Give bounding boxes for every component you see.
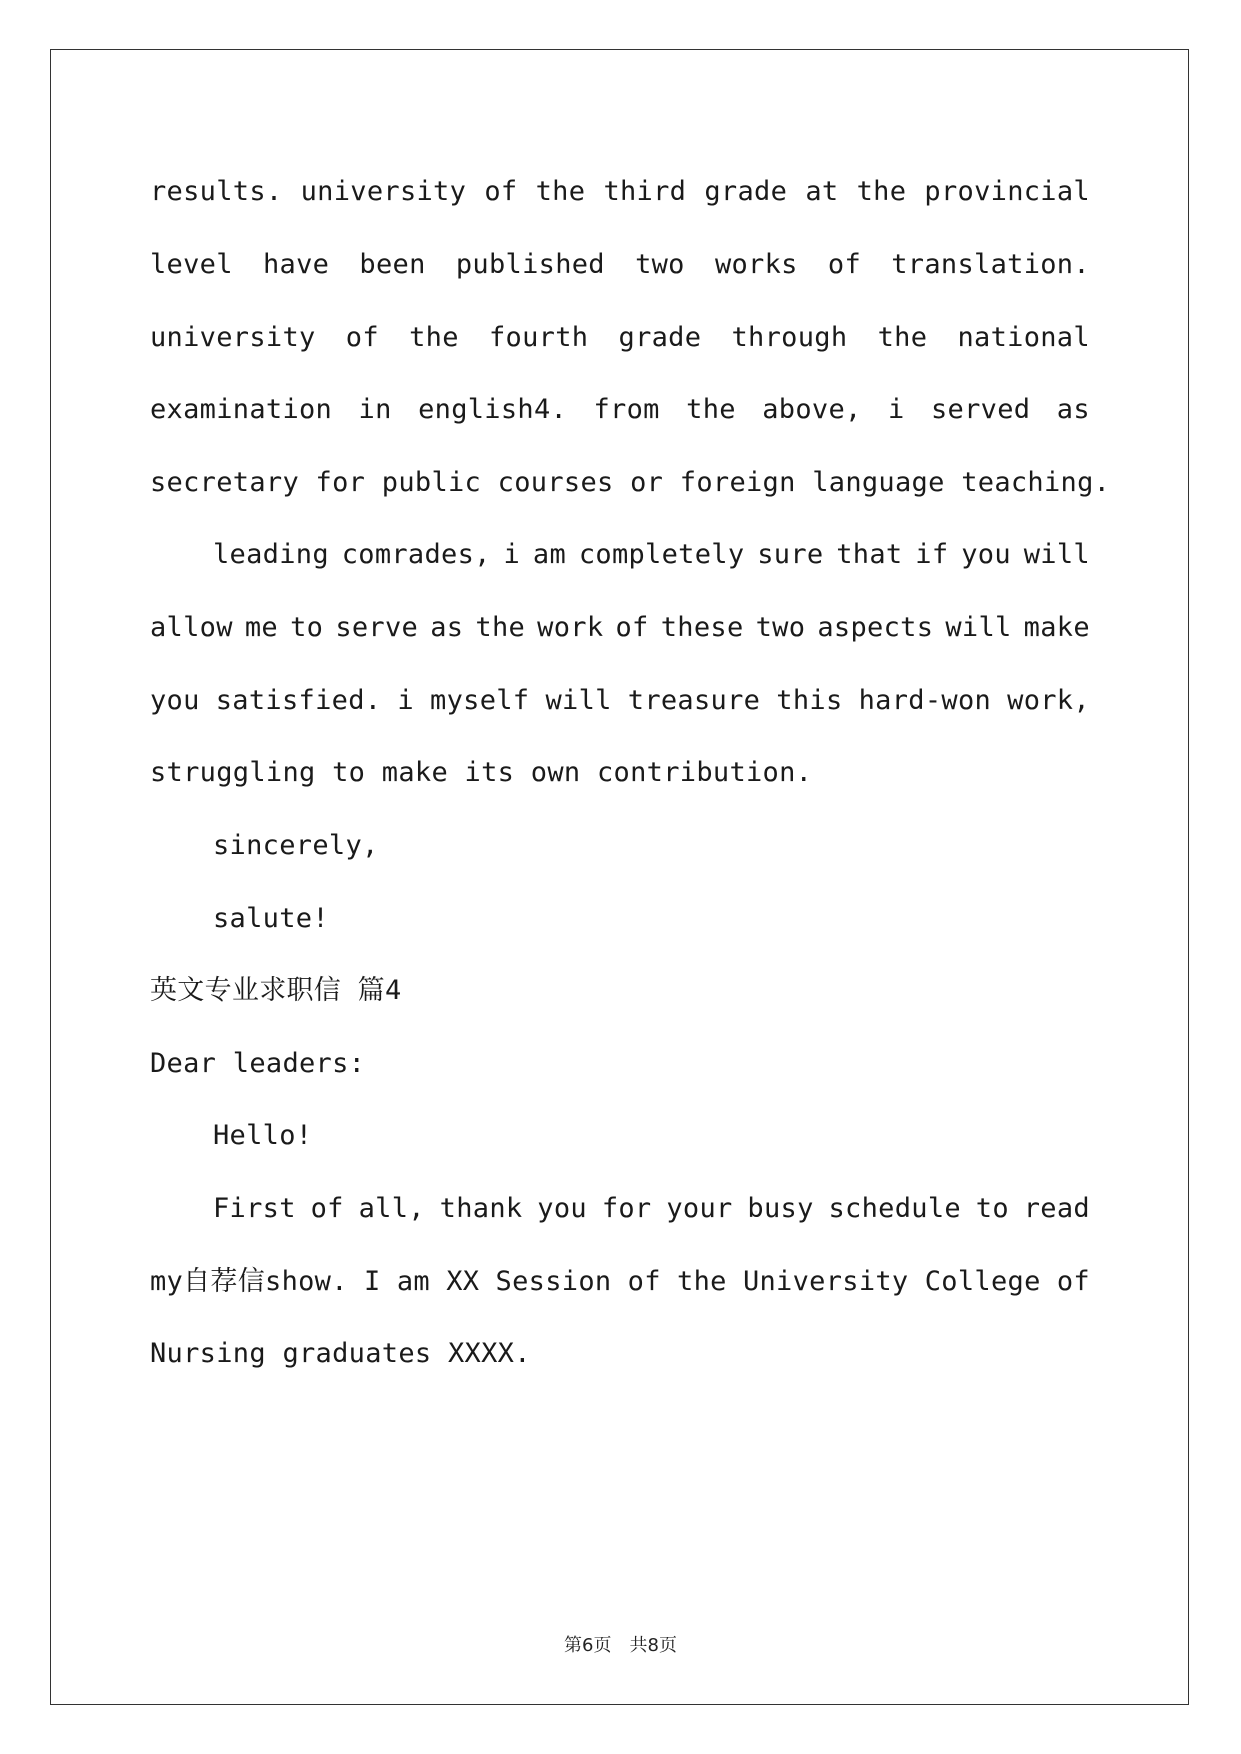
- word: that: [836, 539, 903, 570]
- word: the: [856, 176, 907, 207]
- word: the: [677, 1266, 727, 1297]
- word: completely: [578, 539, 745, 570]
- word: XX: [446, 1266, 480, 1297]
- closing-line: sincerely,: [213, 830, 379, 861]
- text-line: struggling to make its own contribution.: [150, 757, 813, 788]
- word: examination: [150, 394, 333, 425]
- text-line: [150, 318, 1090, 358]
- page-footer: 第6页 共8页: [564, 1635, 677, 1656]
- word: works: [714, 249, 798, 280]
- word: University: [742, 1266, 909, 1297]
- closing-line: salute!: [213, 903, 329, 934]
- text-line: [150, 1262, 1090, 1302]
- word: i: [397, 685, 414, 716]
- word: university: [150, 322, 316, 353]
- text-line: [150, 608, 1090, 648]
- word: from: [593, 394, 660, 425]
- word: leading: [213, 539, 329, 570]
- word: university: [300, 176, 467, 207]
- word: will: [1023, 539, 1090, 570]
- word: College: [924, 1266, 1041, 1297]
- word: results.: [150, 176, 283, 207]
- word: you: [537, 1193, 587, 1224]
- word: schedule: [828, 1193, 961, 1224]
- word: you: [150, 685, 200, 716]
- word: of: [484, 176, 518, 207]
- word: grade: [618, 322, 702, 353]
- word: published: [455, 249, 605, 280]
- word: Session: [495, 1266, 612, 1297]
- word: the: [475, 612, 526, 643]
- page-border: [50, 49, 1189, 1705]
- word: at: [805, 176, 839, 207]
- word: if: [915, 539, 949, 570]
- word: to: [975, 1193, 1009, 1224]
- word: me: [244, 612, 278, 643]
- word: will: [545, 685, 612, 716]
- text-line: Nursing graduates XXXX.: [150, 1338, 531, 1369]
- word: as: [430, 612, 464, 643]
- word: these: [660, 612, 744, 643]
- word: I: [364, 1266, 381, 1297]
- word: the: [686, 394, 736, 425]
- word: the: [535, 176, 586, 207]
- word: myself: [430, 685, 530, 716]
- word: you: [961, 539, 1011, 570]
- word: make: [1023, 612, 1090, 643]
- word: busy: [747, 1193, 814, 1224]
- text-line: [150, 172, 1090, 212]
- word: of: [310, 1193, 344, 1224]
- word: the: [409, 322, 459, 353]
- word: to: [290, 612, 324, 643]
- word: i: [503, 539, 521, 570]
- word: of: [627, 1266, 661, 1297]
- word: allow: [150, 612, 233, 643]
- section-heading: 英文专业求职信 篇4: [150, 975, 402, 1006]
- word: have: [262, 249, 330, 280]
- word: thank: [439, 1193, 523, 1224]
- text-line: [213, 535, 1090, 575]
- word: will: [945, 612, 1012, 643]
- word: grade: [704, 176, 788, 207]
- text-line: [150, 390, 1090, 430]
- word: First: [213, 1193, 296, 1224]
- word: in: [358, 394, 392, 425]
- word: english4.: [418, 394, 568, 425]
- text-line: [150, 245, 1090, 285]
- word: level: [150, 249, 233, 280]
- word: of: [345, 322, 379, 353]
- word: i: [888, 394, 905, 425]
- word: the: [877, 322, 928, 353]
- text-line: secretary for public courses or foreign language teaching.: [150, 467, 1111, 498]
- word: all,: [358, 1193, 425, 1224]
- word: satisfied.: [215, 685, 382, 716]
- word: for: [601, 1193, 652, 1224]
- word: of: [1056, 1266, 1090, 1297]
- salutation: Dear leaders:: [150, 1048, 366, 1079]
- word: provincial: [924, 176, 1090, 207]
- word: hard-won: [858, 685, 992, 716]
- word: of: [827, 249, 862, 280]
- word: read: [1023, 1193, 1090, 1224]
- word: served: [931, 394, 1031, 425]
- word: been: [359, 249, 426, 280]
- word: national: [957, 322, 1090, 353]
- word: aspects: [817, 612, 934, 643]
- word: treasure: [627, 685, 761, 716]
- word: sure: [757, 539, 824, 570]
- word: third: [603, 176, 687, 207]
- word: comrades,: [341, 539, 491, 570]
- word: am: [532, 539, 567, 570]
- word: this: [776, 685, 843, 716]
- word: fourth: [488, 322, 589, 353]
- word: work: [537, 612, 604, 643]
- word: serve: [335, 612, 419, 643]
- word: translation.: [891, 249, 1090, 280]
- text-line: [150, 681, 1090, 721]
- word: of: [615, 612, 649, 643]
- word: am: [396, 1266, 430, 1297]
- word: two: [755, 612, 806, 643]
- word: as: [1056, 394, 1090, 425]
- word: work,: [1007, 685, 1090, 716]
- greeting: Hello!: [213, 1120, 313, 1151]
- word: your: [666, 1193, 733, 1224]
- word: two: [635, 249, 685, 280]
- text-line: [213, 1189, 1090, 1229]
- word: my自荐信show.: [150, 1266, 348, 1297]
- word: through: [731, 322, 848, 353]
- word: above,: [762, 394, 862, 425]
